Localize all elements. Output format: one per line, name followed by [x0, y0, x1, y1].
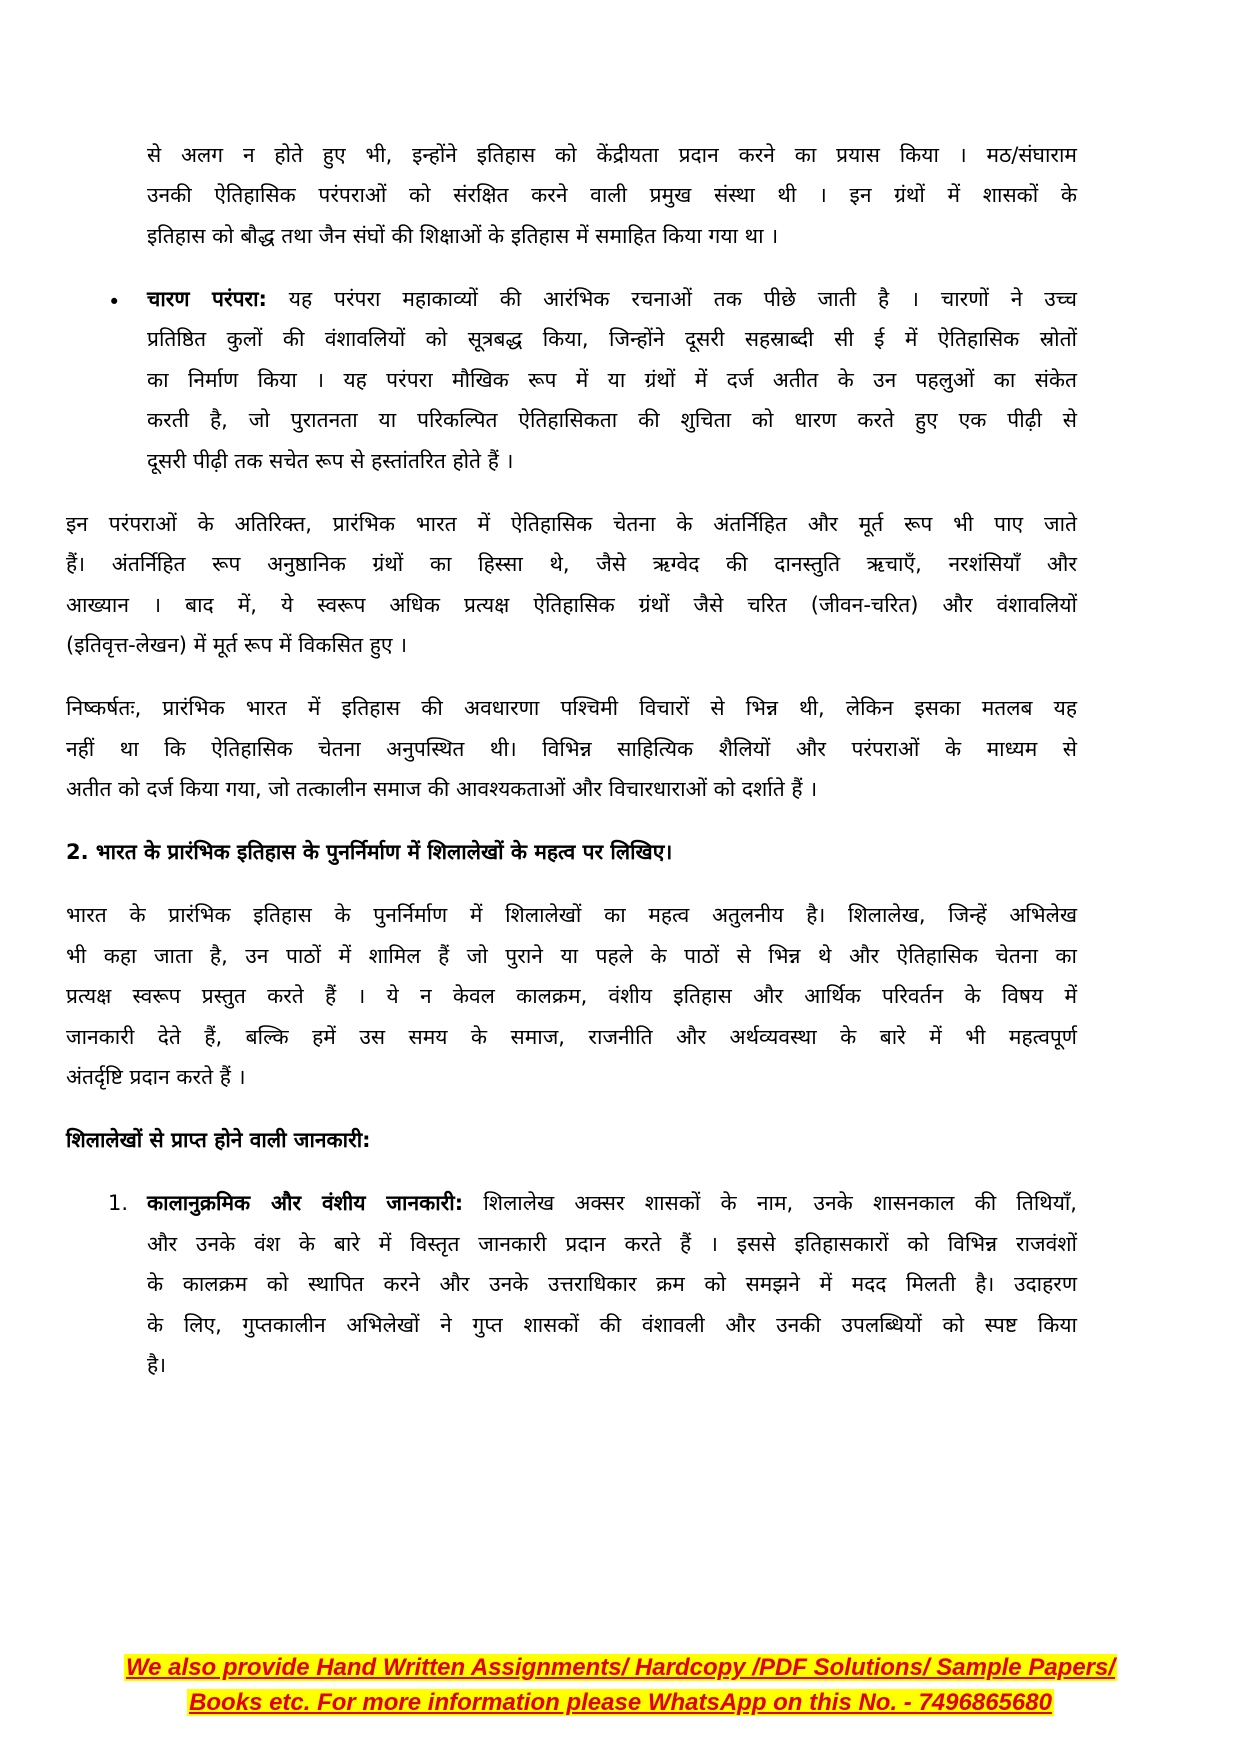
bullet-line: प्रतिष्ठित कुलों की वंशावलियों को सूत्रबद्ध किया, जिन्होंने दूसरी सहस्राब्दी सी ई में ऐतिहासिक स्रोतों — [147, 327, 1078, 351]
section-subheading: शिलालेखों से प्राप्त होने वाली जानकारी: — [66, 1128, 371, 1152]
footer-promo-line — [0, 1653, 1241, 1683]
list-item-text: शिलालेख अक्सर शासकों के नाम, उनके शासनकाल की तिथियाँ, — [463, 1191, 1077, 1215]
bullet-term: चारण परंपरा: — [147, 287, 267, 311]
list-item-line: के लिए, गुप्तकालीन अभिलेखों ने गुप्त शासकों की वंशावली और उनकी उपलब्धियों को स्पष्ट किया — [147, 1313, 1077, 1337]
list-item-line: के कालक्रम को स्थापित करने और उनके उत्तराधिकार क्रम को समझने में मदद मिलती है। उदाहरण — [147, 1272, 1077, 1296]
paragraph-line: हैं। अंतर्निहित रूप अनुष्ठानिक ग्रंथों का हिस्सा थे, जैसे ऋग्वेद की दानस्तुति ऋचाएँ, नरशंसियाँ और — [66, 552, 1077, 576]
paragraph-line: इन परंपराओं के अतिरिक्त, प्रारंभिक भारत में ऐतिहासिक चेतना के अंतर्निहित और मूर्त रूप भी पाए जाते — [66, 512, 1077, 536]
paragraph-line: प्रत्यक्ष स्वरूप प्रस्तुत करते हैं । ये न केवल कालक्रम, वंशीय इतिहास और आर्थिक परिवर्तन के विषय में — [66, 984, 1077, 1008]
footer-promo-text: We also provide Hand Written Assignments/ Hardcopy /PDF Solutions/ Sample Papers/ — [125, 1654, 1116, 1681]
paragraph-line: भी कहा जाता है, उन पाठों में शामिल हैं जो पुराने या पहले के पाठों से भिन्न थे और ऐतिहासिक चेतना का — [66, 944, 1077, 968]
intro-line: उनकी ऐतिहासिक परंपराओं को संरक्षित करने वाली प्रमुख संस्था थी । इन ग्रंथों में शासकों के — [147, 183, 1077, 207]
bullet-icon: • — [108, 290, 121, 314]
list-item-term: कालानुक्रमिक और वंशीय जानकारी: — [147, 1191, 464, 1215]
bullet-first-line — [147, 284, 1077, 314]
question-heading: 2. भारत के प्रारंभिक इतिहास के पुनर्निर्माण में शिलालेखों के महत्व पर लिखिए। — [66, 840, 673, 864]
list-item-first-line — [147, 1188, 1077, 1218]
footer-contact-line — [0, 1688, 1241, 1718]
list-number: 1. — [108, 1191, 129, 1215]
bullet-line: का निर्माण किया । यह परंपरा मौखिक रूप में या ग्रंथों में दर्ज अतीत के उन पहलुओं का संकेत — [147, 368, 1077, 392]
bullet-line: दूसरी पीढ़ी तक सचेत रूप से हस्तांतरित होते हैं । — [147, 449, 514, 473]
intro-line: से अलग न होते हुए भी, इन्होंने इतिहास को केंद्रीयता प्रदान करने का प्रयास किया । मठ/संघाराम — [147, 143, 1077, 167]
bullet-line: करती है, जो पुरातनता या परिकल्पित ऐतिहासिकता की शुचिता को धारण करते हुए एक पीढ़ी से — [147, 408, 1077, 432]
paragraph-line: भारत के प्रारंभिक इतिहास के पुनर्निर्माण में शिलालेखों का महत्व अतुलनीय है। शिलालेख, जिन्हें अभिलेख — [66, 903, 1077, 927]
bullet-text: यह परंपरा महाकाव्यों की आरंभिक रचनाओं तक पीछे जाती है । चारणों ने उच्च — [266, 287, 1078, 311]
paragraph-line: आख्यान । बाद में, ये स्वरूप अधिक प्रत्यक्ष ऐतिहासिक ग्रंथों जैसे चरित (जीवन-चरित) और वंशावलियों — [66, 593, 1077, 617]
paragraph-line: (इतिवृत्त-लेखन) में मूर्त रूप में विकसित हुए । — [66, 633, 408, 657]
list-item-line: है। — [147, 1353, 167, 1377]
footer-contact-text: Books etc. For more information please WhatsApp on this No. - 7496865680 — [189, 1689, 1052, 1716]
paragraph-line: जानकारी देते हैं, बल्कि हमें उस समय के समाज, राजनीति और अर्थव्यवस्था के बारे में भी महत्वपूर्ण — [66, 1025, 1077, 1049]
list-item-line: और उनके वंश के बारे में विस्तृत जानकारी प्रदान करते हैं । इससे इतिहासकारों को विभिन्न राजवंशों — [147, 1232, 1077, 1256]
paragraph-line: अंतर्दृष्टि प्रदान करते हैं । — [66, 1065, 246, 1089]
paragraph-line: नहीं था कि ऐतिहासिक चेतना अनुपस्थित थी। विभिन्न साहित्यिक शैलियों और परंपराओं के माध्यम से — [66, 737, 1077, 761]
paragraph-line: निष्कर्षतः, प्रारंभिक भारत में इतिहास की अवधारणा पश्चिमी विचारों से भिन्न थी, लेकिन इसका मतलब यह — [66, 696, 1077, 720]
intro-line: इतिहास को बौद्ध तथा जैन संघों की शिक्षाओं के इतिहास में समाहित किया गया था । — [147, 224, 779, 248]
paragraph-line: अतीत को दर्ज किया गया, जो तत्कालीन समाज की आवश्यकताओं और विचारधाराओं को दर्शाते हैं । — [66, 777, 818, 801]
